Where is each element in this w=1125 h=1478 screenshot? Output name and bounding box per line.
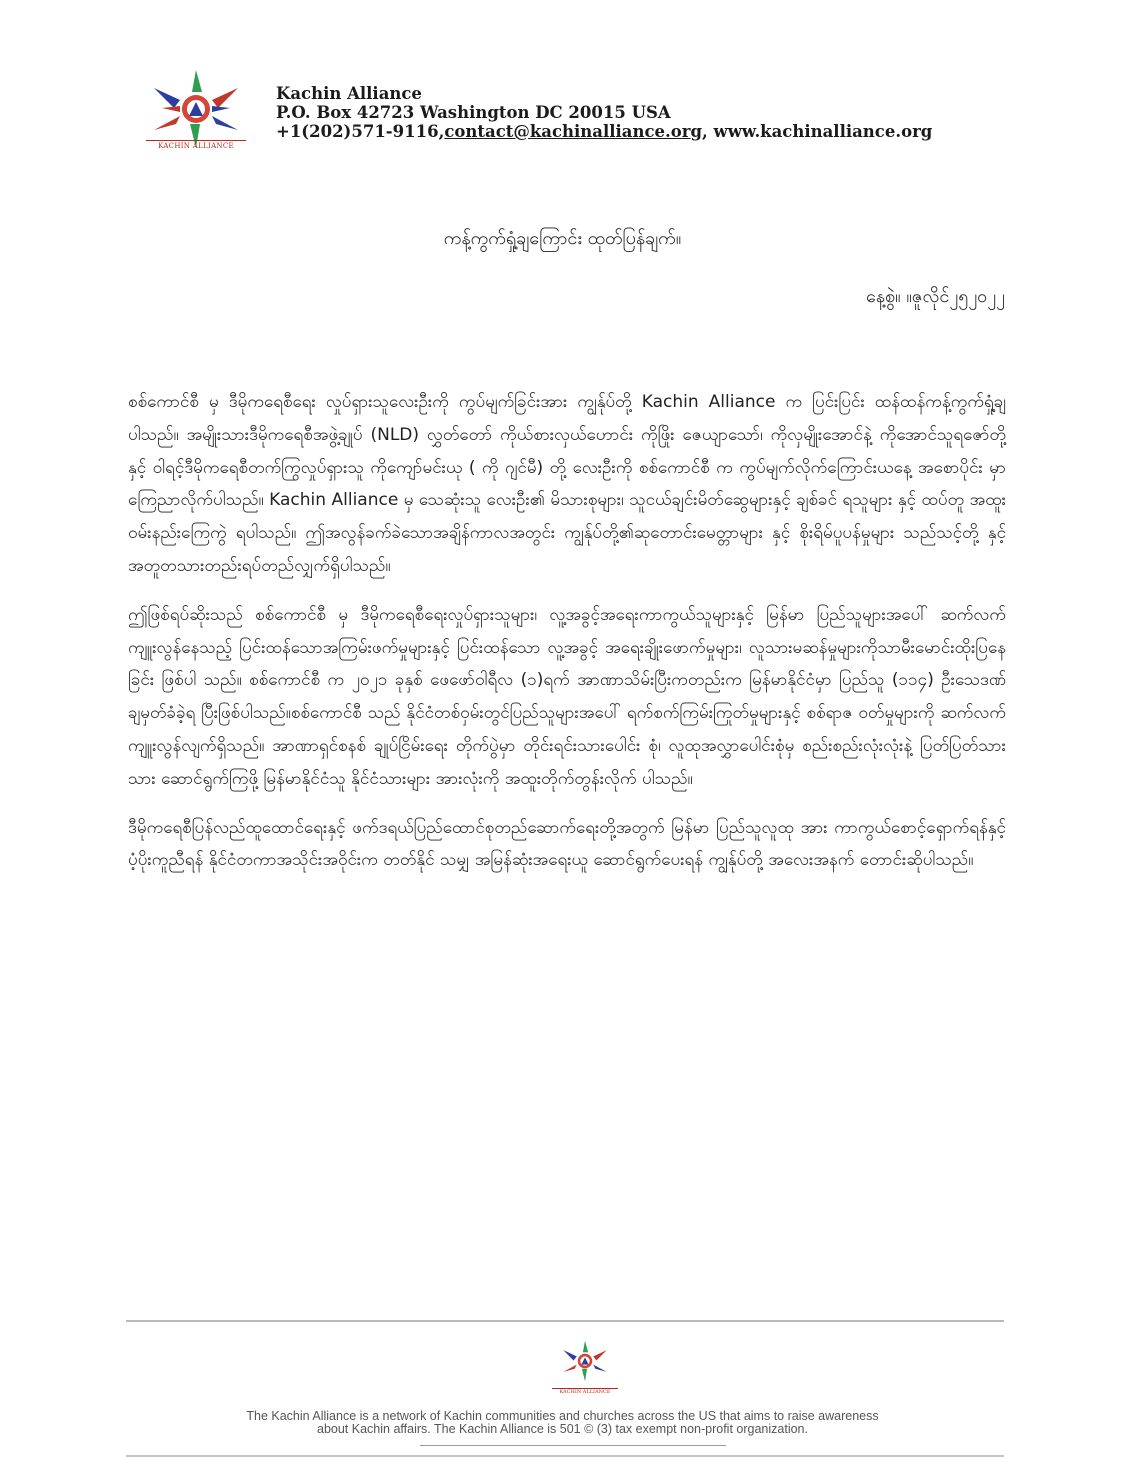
body-paragraph-2: ဤဖြစ်ရပ်ဆိုးသည် စစ်ကောင်စီ မှ ဒီမိုကရေစီရေးလှုပ်ရှားသူများ၊ လူ့အခွင့်အရေးကာကွယ်သူများနှင့် မြန်မာ ပြည်သူများအပေါ် ဆက်လက်ကျူးလွန်နေသည့် ပြင်းထန်သောအကြမ်းဖက်မှုများနှင့် ပြင်းထန်သော လူ့အခွင့် အရေးချိုးဖောက်မှုများ၊ လူသားမဆန်မှုများကိုသာမီးမောင်းထိုးပြနေခြင်း ဖြစ်ပါ သည်။ စစ်ကောင်စီ က ၂၀၂၁ ခုနှစ် ဖေဖော်ဝါရီလ (၁)ရက် အာဏာသိမ်းပြီးကတည်းက မြန်မာနိုင်ငံမှာ ပြည်သူ (၁၁၄) ဦးသေဒဏ်ချမှတ်ခံခဲ့ရ ပြီးဖြစ်ပါသည်။စစ်ကောင်စီ သည် နိုင်ငံတစ်ဝှမ်းတွင်ပြည်သူများအပေါ် ရက်စက်ကြမ်းကြုတ်မှုများနှင့် စစ်ရာဇ ဝတ်မှုများကို ဆက်လက်ကျူးလွန်လျက်ရှိသည်။ အာဏာရှင်စနစ် ချုပ်ငြိမ်းရေး တိုက်ပွဲမှာ တိုင်းရင်းသားပေါင်း စုံ၊ လူထုအလွှာပေါင်းစုံမှ စည်းစည်းလုံးလုံးနဲ့ ပြတ်ပြတ်သားသား ဆောင်ရွက်ကြဖို့ မြန်မာနိုင်ငံသူ နိုင်ငံသားများ အားလုံးကို အထူးတိုက်တွန်းလိုက် ပါသည်။ [128,604,1006,789]
footer-line-2: about Kachin affairs. The Kachin Alliance is 501 © (3) tax exempt non-profit organization. [317,1422,808,1436]
footer-logo [556,1338,614,1384]
footer-logo-star-icon [563,1341,607,1381]
org-address: P.O. Box 42723 Washington DC 20015 USA [276,103,671,122]
logo-caption: KACHIN ALLIANCE [146,140,246,150]
body-paragraph-1: စစ်ကောင်စီ မှ ဒီမိုကရေစီရေး လှုပ်ရှားသူလေးဦးကို ကွပ်မျက်ခြင်းအား ကျွန်ုပ်တို့ Kachin Alliance က ပြင်းပြင်း ထန်ထန်ကန့်ကွက်ရှုံ့ချပါသည်။ အမျိုးသားဒီမိုကရေစီအဖွဲ့ချုပ် (NLD) လွှတ်တော် ကိုယ်စားလှယ်ဟောင်း ကိုဖြိုး ဇေယျာသော်၊ ကိုလှမျိုးအောင်နဲ့ ကိုအောင်သူရဇော်တို့ နှင့် ဝါရင့်ဒီမိုကရေစီတက်ကြွလှုပ်ရှားသူ ကိုကျော်မင်းယု ( ကို ဂျင်မီ) တို့ လေးဦးကို စစ်ကောင်စီ က ကွပ်မျက်လိုက်ကြောင်းယနေ့ အစောပိုင်း မှာကြေညာလိုက်ပါသည်။ Kachin Alliance မှ သေဆုံးသူ လေးဦး၏ မိသားစုများ၊ သူငယ်ချင်းမိတ်ဆွေများနှင့် ချစ်ခင် ရသူများ နှင့် ထပ်တူ အထူးဝမ်းနည်းကြေကွဲ ရပါသည်။ ဤအလွန်ခက်ခဲသောအချိန်ကာလအတွင်း ကျွန်ုပ်တို့၏ဆုတောင်းမေတ္တာများ နှင့် စိုးရိမ်ပူပန်မှုများ သည်သင့်တို့ နှင့် အတူတသားတည်းရပ်တည်လျှက်ရှိပါသည်။ [128,392,1006,576]
bottom-divider [126,1455,1004,1457]
org-contact-line [276,122,932,141]
letter-date: နေ့စွဲ။ ။ဇူလိုင်၂၅၂၀၂၂ [865,286,1005,307]
footer-logo-caption: KACHIN ALLIANCE [552,1388,618,1395]
footer-divider [126,1320,1004,1322]
org-email-link[interactable]: contact@kachinalliance.org [444,122,702,141]
footer-line-1: The Kachin Alliance is a network of Kachin communities and churches across the US that aims to raise awareness [246,1409,879,1423]
body-paragraph-3: ဒီမိုကရေစီပြန်လည်ထူထောင်ရေးနှင့် ဖက်ဒရယ်ပြည်ထောင်စုတည်ဆောက်ရေးတို့အတွက် မြန်မာ ပြည်သူလူထု အား ကာကွယ်စောင့်ရှောက်ရန်နှင့် ပံ့ပိုးကူညီရန် နိုင်ငံတကာအသိုင်းအဝိုင်းက တတ်နိုင် သမျှ အမြန်ဆုံးအရေးယူ ဆောင်ရွက်ပေးရန် ကျွန်ုပ်တို့ အလေးအနက် တောင်းဆိုပါသည်။ [128,817,1006,871]
footer-underline [420,1445,726,1446]
logo-star-icon [154,70,238,148]
org-contact-block [276,84,932,141]
org-name: Kachin Alliance [276,84,422,103]
footer-description [0,1410,1125,1436]
letter-subject: ကန့်ကွက်ရှုံ့ချကြောင်း ထုတ်ပြန်ချက်။ [443,228,682,249]
org-website[interactable]: , www.kachinalliance.org [702,122,933,141]
letter-body [128,386,1006,893]
org-phone: +1(202)571-9116, [276,122,445,141]
